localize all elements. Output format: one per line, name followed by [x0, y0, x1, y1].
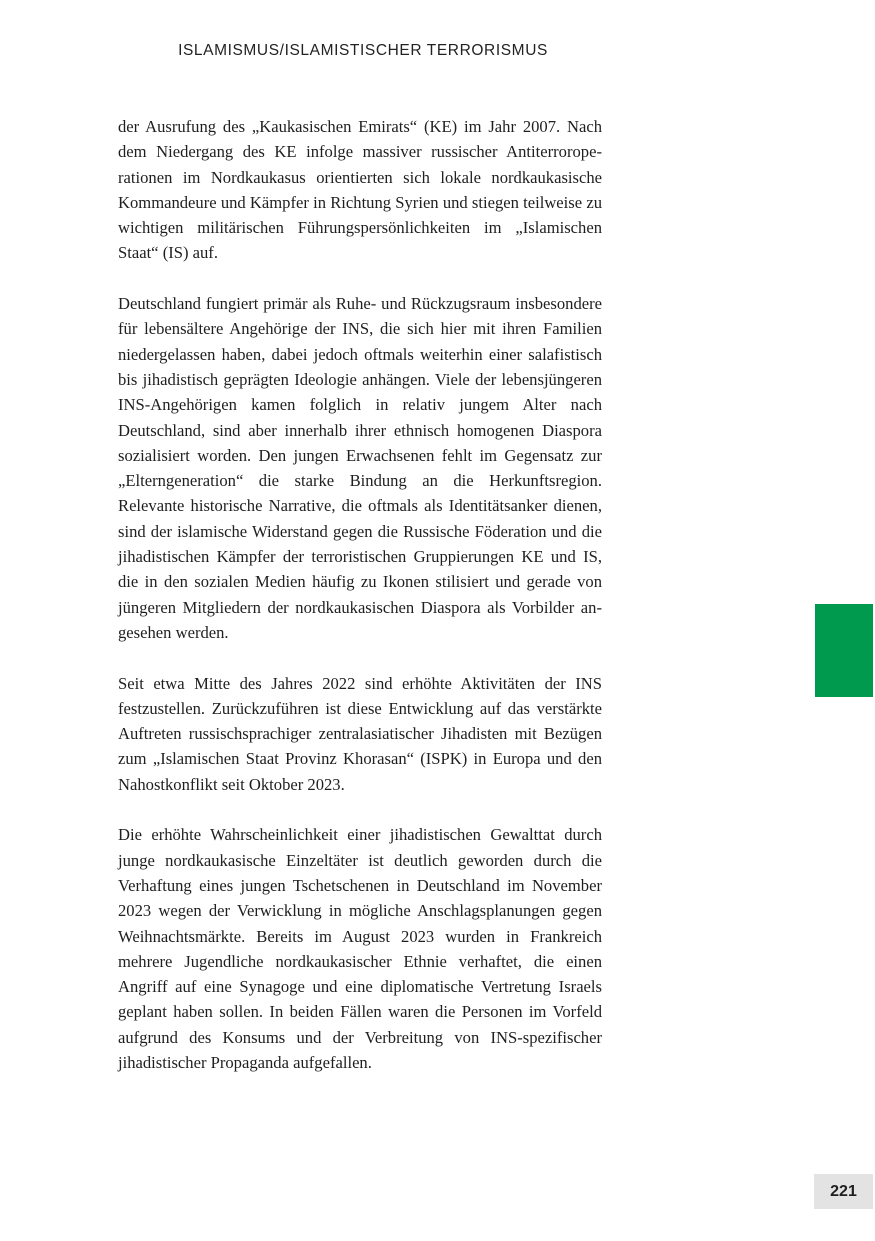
paragraph-1: der Ausrufung des „Kaukasischen Emirats“ (KE) im Jahr 2007. Nach dem Niedergang des KE infolge massiver russischer Antiterroroperationen im Nordkaukasus orientierten sich lokale nordkaukasische Kommandeure und Kämpfer in Richtung Syrien und stiegen teilweise zu wichtigen militärischen Führungspersönlichkeiten im „Islamischen Staat“ (IS) auf.: [118, 117, 602, 263]
body-text: [118, 114, 602, 1075]
paragraph-3: Seit etwa Mitte des Jahres 2022 sind erhöhte Aktivitäten der INS festzustellen. Zurückzuführen ist diese Entwicklung auf das verstärkte Auftreten russischsprachiger zentralasiatischer Jihadisten mit Bezügen zum „Islamischen Staat Provinz Khorasan“ (ISPK) in Europa und den Nahostkonflikt seit Oktober 2023.: [118, 673, 602, 794]
paragraph-2: Deutschland fungiert primär als Ruhe- und Rückzugsraum insbesondere für lebensältere Angehörige der INS, die sich hier mit ihren Familien niedergelassen haben, dabei jedoch oftmals weiterhin einer salafistisch bis jihadistisch geprägten Ideologie anhängen. Viele der lebensjüngeren INS-Angehörigen kamen folglich in relativ jungem Alter nach Deutschland, sind aber innerhalb ihrer ethnisch homogenen Diaspora sozialisiert worden. Den jungen Erwachsenen fehlt im Gegensatz zur „Elterngeneration“ die starke Bindung an die Herkunftsregion. Relevante historische Narrative, die oftmals als Identitätsanker dienen, sind der islamische Widerstand gegen die Russische Föderation und die jihadistischen Kämpfer der terroristischen Gruppierungen KE und IS, die in den sozialen Medien häufig zu Ikonen stilisiert und gerade von jüngeren Mitgliedern der nordkaukasischen Diaspora als Vorbilder angesehen werden.: [118, 294, 602, 642]
paragraph-4: Die erhöhte Wahrscheinlichkeit einer jihadistischen Gewalttat durch junge nordkaukasische Einzeltäter ist deutlich geworden durch die Verhaftung eines jungen Tschetschenen in Deutschland im November 2023 wegen der Verwicklung in mögliche Anschlagsplanungen gegen Weihnachtsmärkte. Bereits im August 2023 wurden in Frankreich mehrere Jugendliche nordkaukasischer Ethnie verhaftet, die einen Angriff auf eine Synagoge und eine diplomatische Vertretung Israels geplant haben sollen. In beiden Fällen waren die Personen im Vorfeld aufgrund des Konsums und der Verbreitung von INS-spezifischer jihadistischer Propaganda aufgefallen.: [118, 825, 602, 1072]
running-header: ISLAMISMUS/ISLAMISTISCHER TERRORISMUS: [178, 42, 548, 59]
chapter-tab-marker: [815, 604, 873, 697]
page-number: 221: [814, 1174, 873, 1209]
